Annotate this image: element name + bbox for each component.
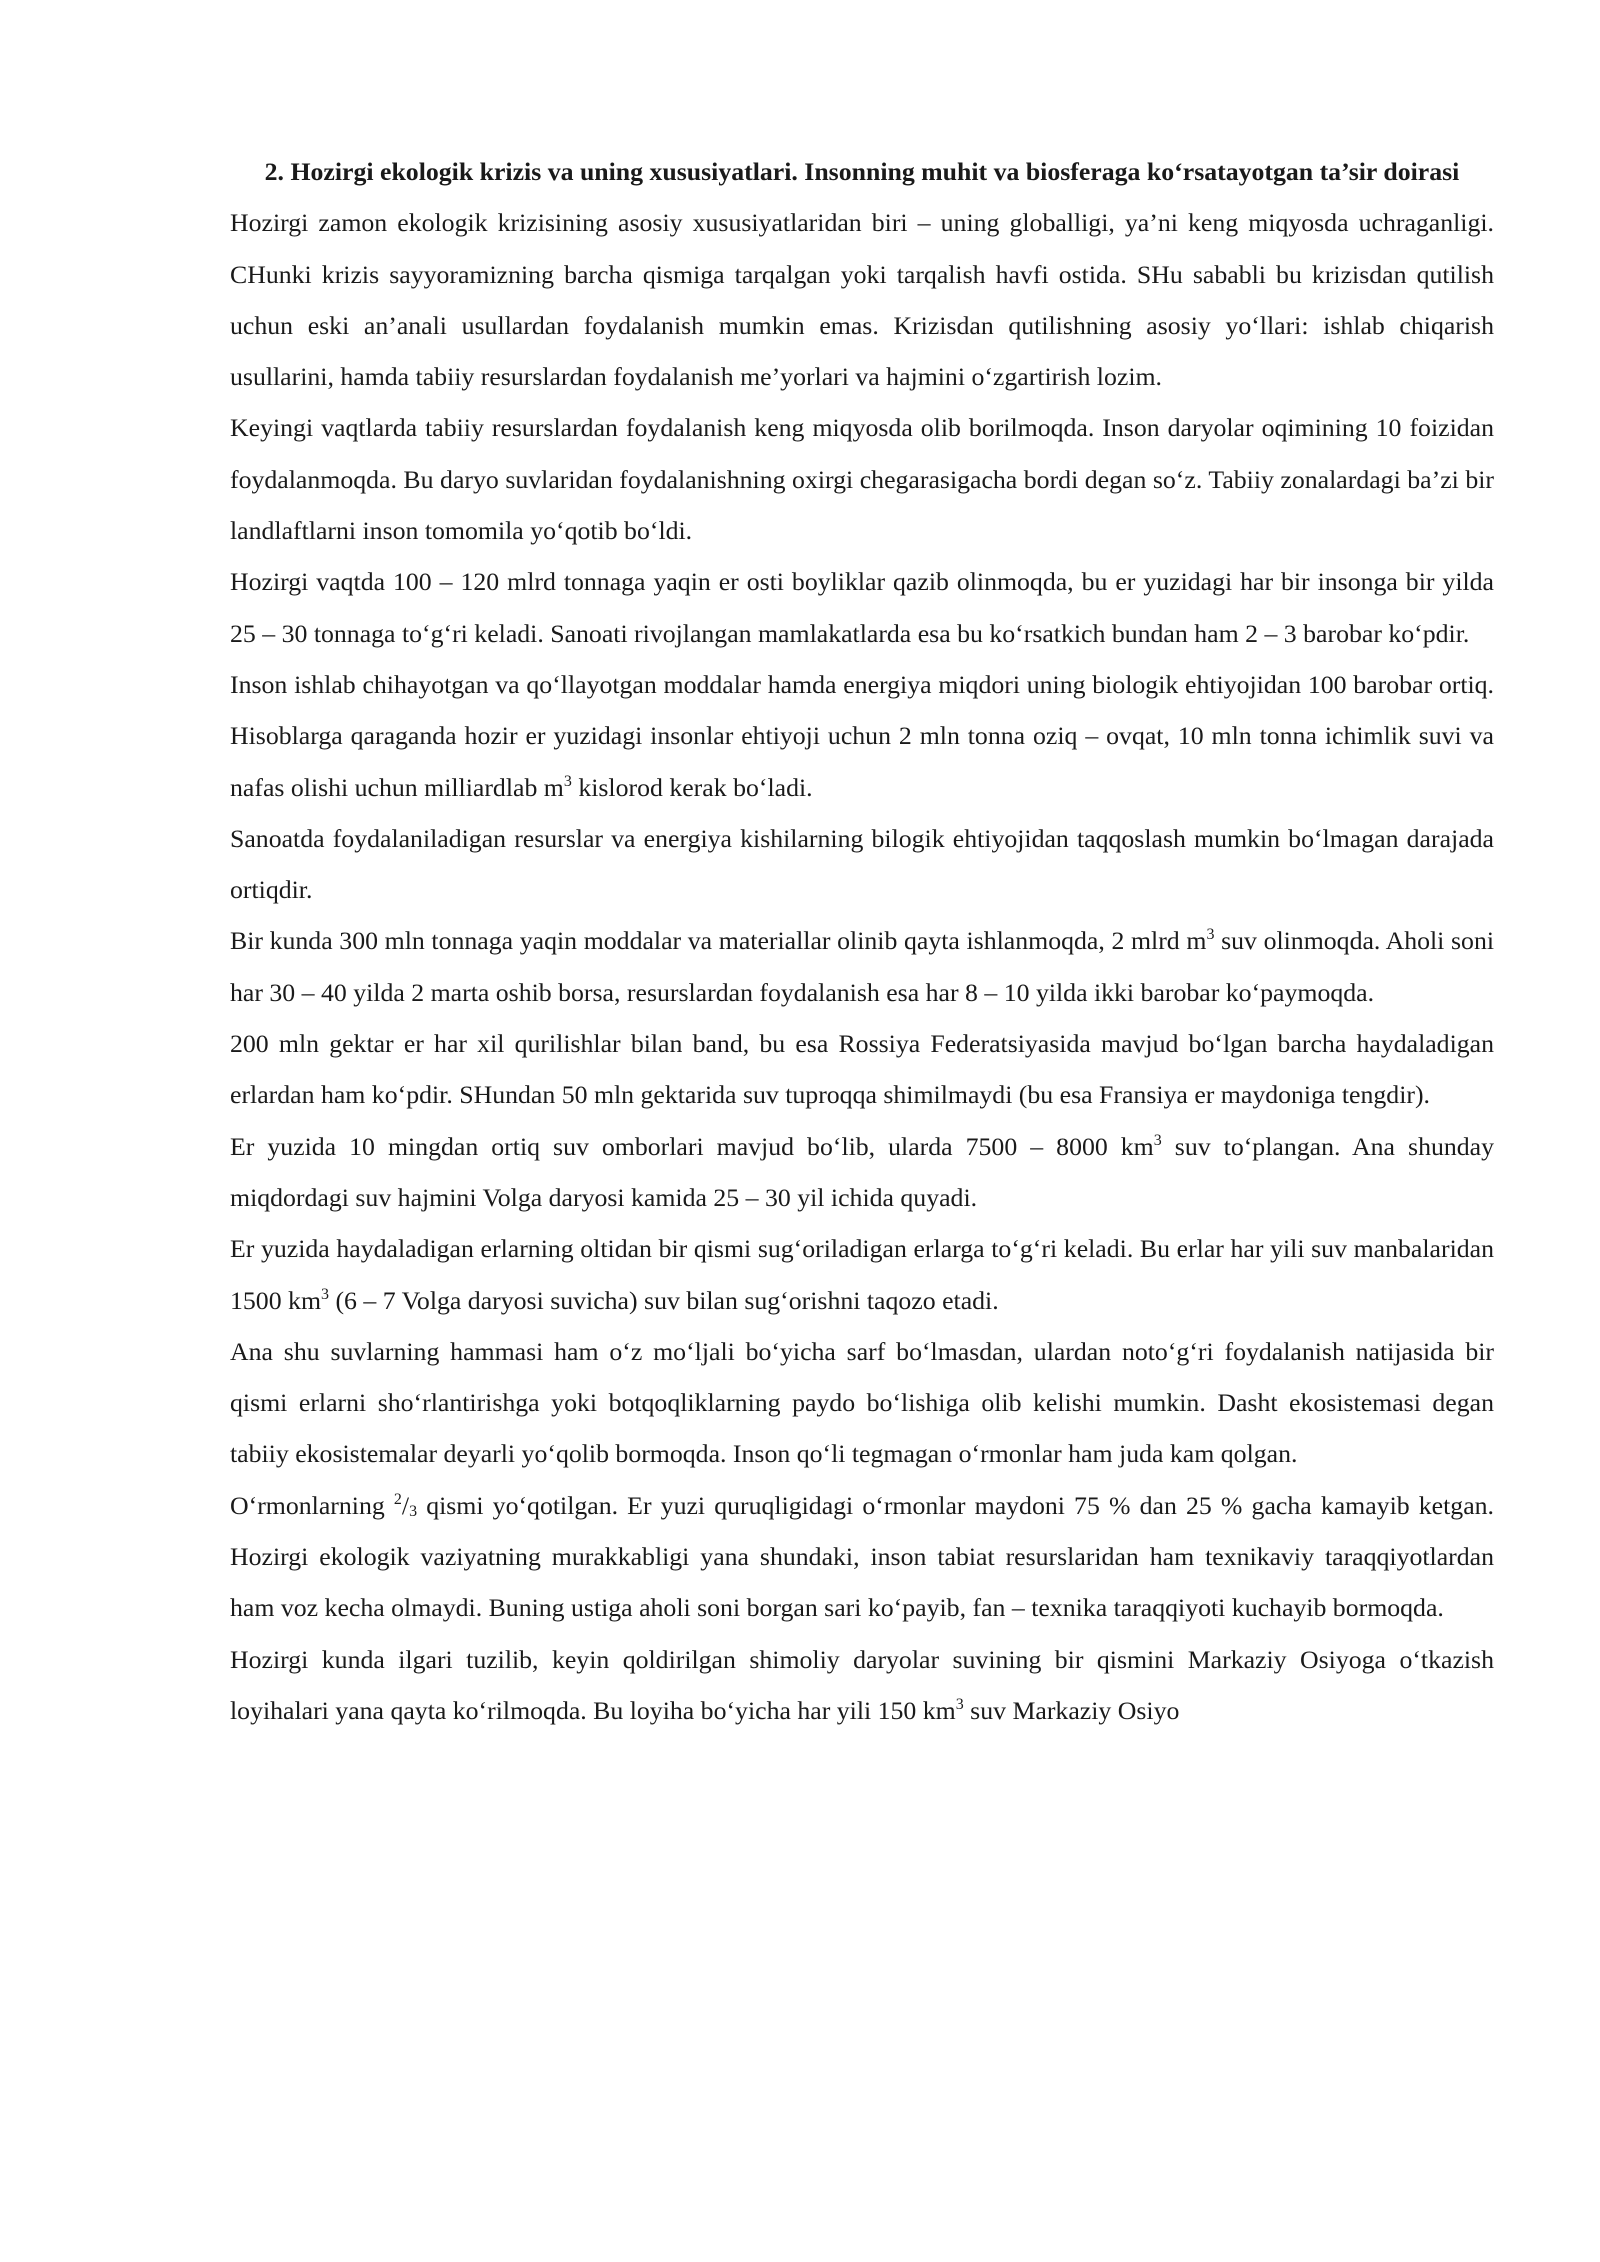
paragraph-8-text-a: Er yuzida 10 mingdan ortiq suv omborlari mavjud bo‘lib, ularda 7500 – 8000 km <box>230 1131 1154 1161</box>
document-page <box>230 146 1494 1736</box>
cubic-superscript: 3 <box>1153 1131 1162 1149</box>
paragraph-5: Sanoatda foydalaniladigan resurslar va energiya kishilarning bilogik ehtiyojidan taqqoslash mumkin bo‘lmagan darajada ortiqdir. <box>230 823 1494 905</box>
paragraph-6 <box>230 915 1494 1018</box>
paragraph-7: 200 mln gektar er har xil qurilishlar bilan band, bu esa Rossiya Federatsiyasida mavjud bo‘lgan barcha haydaladigan erlardan ham ko‘pdir. SHundan 50 mln gektarida suv tuproqqa shimilmaydi (bu esa Fransiya er maydoniga tengdir). <box>230 1029 1494 1110</box>
paragraph-12-text-b: suv Markaziy Osiyo <box>963 1695 1180 1725</box>
paragraph-2: Keyingi vaqtlarda tabiiy resurslardan foydalanish keng miqyosda olib borilmoqda. Inson daryolar oqimining 10 foizidan foydalanmoqda. Bu daryo suvlaridan foydalanishning oxirgi chegarasigacha bordi degan so‘z. Tabiiy zonalardagi ba’zi bir landlaftlarni inson tomomila yo‘qotib bo‘ldi. <box>230 413 1494 546</box>
paragraph-9-text-a: Er yuzida haydaladigan erlarning oltidan bir qismi sug‘oriladigan erlarga to‘g‘ri keladi. Bu erlar har yili suv manbalaridan 1500 km <box>230 1234 1494 1315</box>
paragraph-10: Ana shu suvlarning hammasi ham o‘z mo‘ljali bo‘yicha sarf bo‘lmasdan, ulardan noto‘g‘ri foydalanish natijasida bir qismi erlarni sho‘rlantirishga yoki botqoqliklarning paydo bo‘lishiga olib kelishi mumkin. Dasht ekosistemasi degan tabiiy ekosistemalar deyarli yo‘qolib bormoqda. Inson qo‘li tegmagan o‘rmonlar ham juda kam qolgan. <box>230 1336 1494 1469</box>
fraction-slash: / <box>401 1490 410 1520</box>
paragraph-11 <box>230 1480 1494 1634</box>
paragraph-12-text-a: Hozirgi kunda ilgari tuzilib, keyin qoldirilgan shimoliy daryolar suvining bir qismini Markaziy Osiyoga o‘tkazish loyihalari yana qayta ko‘rilmoqda. Bu loyiha bo‘yicha har yili 150 km <box>230 1644 1494 1725</box>
paragraph-4-text-a: Inson ishlab chihayotgan va qo‘llayotgan moddalar hamda energiya miqdori uning biologik ehtiyojidan 100 barobar ortiq. Hisoblarga qaraganda hozir er yuzidagi insonlar ehtiyoji uchun 2 mln tonna oziq – ovqat, 10 mln tonna ichimlik suvi va nafas olishi uchun milliardlab m <box>230 669 1494 802</box>
paragraph-3: Hozirgi vaqtda 100 – 120 mlrd tonnaga yaqin er osti boyliklar qazib olinmoqda, bu er yuzidagi har bir insonga bir yilda 25 – 30 tonnaga to‘g‘ri keladi. Sanoati rivojlangan mamlakatlarda esa bu ko‘rsatkich bundan ham 2 – 3 barobar ko‘pdir. <box>230 567 1494 648</box>
paragraph-6-text-a: Bir kunda 300 mln tonnaga yaqin moddalar va materiallar olinib qayta ishlanmoqda, 2 mlrd m <box>230 926 1207 956</box>
paragraph-12 <box>230 1634 1494 1737</box>
paragraph-9 <box>230 1223 1494 1326</box>
cubic-superscript: 3 <box>1206 926 1215 944</box>
paragraph-11-text-b: qismi yo‘qotilgan. Er yuzi quruqligidagi o‘rmonlar maydoni 75 % dan 25 % gacha kamayib ketgan. Hozirgi ekologik vaziyatning murakkabligi yana shundaki, inson tabiat resurslaridan ham texnikaviy taraqqiyotlardan ham voz kecha olmaydi. Buning ustiga aholi soni borgan sari ko‘payib, fan – texnika taraqqiyoti kuchayib bormoqda. <box>230 1490 1494 1623</box>
cubic-superscript: 3 <box>563 772 572 790</box>
paragraph-1: Hozirgi zamon ekologik krizisining asosiy xususiyatlaridan biri – uning globalligi, ya’ni keng miqyosda uchraganligi. CHunki krizis sayyoramizning barcha qismiga tarqalgan yoki tarqalish havfi ostida. SHu sababli bu krizisdan qutilish uchun eski an’anali usullardan foydalanish mumkin emas. Krizisdan qutilishning asosiy yo‘llari: ishlab chiqarish usullarini, hamda tabiiy resurslardan foydalanish me’yorlari va hajmini o‘zgartirish lozim. <box>230 208 1494 392</box>
cubic-superscript: 3 <box>321 1285 330 1303</box>
paragraph-4-text-b: kislorod kerak bo‘ladi. <box>571 772 813 802</box>
paragraph-8 <box>230 1121 1494 1224</box>
cubic-superscript: 3 <box>955 1696 964 1713</box>
paragraph-4 <box>230 659 1494 813</box>
fraction-denominator: 3 <box>409 1502 418 1520</box>
fraction-numerator: 2 <box>393 1490 402 1508</box>
paragraph-9-text-b: (6 – 7 Volga daryosi suvicha) suv bilan sug‘orishni taqozo etadi. <box>329 1285 999 1315</box>
section-title: 2. Hozirgi ekologik krizis va uning xususiyatlari. Insonning muhit va biosferaga ko‘rsatayotgan ta’sir doirasi <box>264 157 1460 186</box>
paragraph-6-text-b: suv olinmoqda. Aholi soni har 30 – 40 yilda 2 marta oshib borsa, resurslardan foydalanish esa har 8 – 10 yilda ikki barobar ko‘paymoqda. <box>230 926 1495 1007</box>
paragraph-8-text-b: suv to‘plangan. Ana shunday miqdordagi suv hajmini Volga daryosi kamida 25 – 30 yil ichida quyadi. <box>230 1131 1495 1212</box>
paragraph-11-text-a: O‘rmonlarning <box>230 1490 394 1520</box>
